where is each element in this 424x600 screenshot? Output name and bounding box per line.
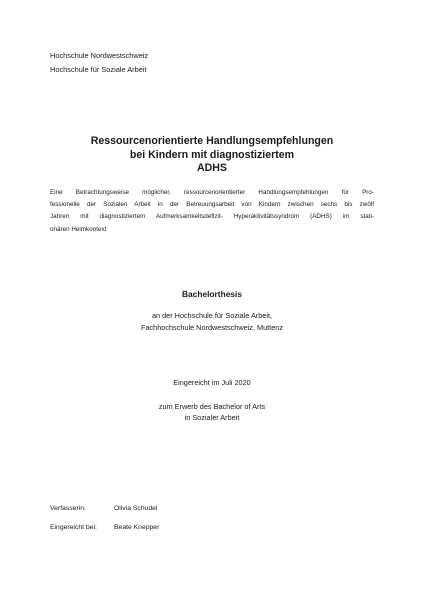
title-line-2: bei Kindern mit diagnostiziertem: [129, 148, 295, 161]
title-line-1: Ressourcenorientierte Handlungsempfehlungen: [90, 135, 334, 147]
thesis-type: Bachelorthesis: [181, 289, 243, 299]
title-line-3: ADHS: [196, 162, 228, 174]
supervisor-label: Eingereicht bei:: [50, 524, 97, 531]
description-line-4: onären Heimkontext: [50, 225, 107, 233]
institution-faculty: Hochschule für Soziale Arbeit: [50, 65, 147, 74]
degree-line-2: in Sozialer Arbeit: [184, 413, 240, 422]
author-name: Olivia Schudel: [114, 505, 158, 512]
author-row: [50, 504, 157, 513]
supervisor-name: Beate Knepper: [114, 524, 160, 531]
thesis-title: [0, 135, 424, 176]
thesis-institution-line-2: Fachhochschule Nordwestschweiz, Muttenz: [141, 323, 283, 332]
description-line-3: Jahren mit diagnostiziertem Aufmerksamkeitsdefizit- Hyperaktivitätssyndrom (ADHS) im stati-: [50, 213, 374, 221]
submission-date: Eingereicht im Juli 2020: [173, 378, 251, 387]
description-line-2: fessionelle der Sozialen Arbeit in der Betreuungsarbeit von Kindern zwischen sechs bis zwölf: [50, 201, 374, 209]
thesis-institution-line-1: an der Hochschule für Soziale Arbeit,: [151, 311, 273, 320]
supervisor-row: [50, 523, 159, 532]
thesis-description: [50, 187, 374, 236]
degree-line-1: zum Erwerb des Bachelor of Arts: [158, 402, 266, 411]
author-label: Verfasserin:: [50, 505, 86, 512]
institution-name: Hochschule Nordwestschweiz: [50, 51, 149, 60]
description-line-1: Eine Betrachtungsweise möglicher, ressourcenorientierter Handlungsempfehlungen für Pro-: [50, 189, 374, 196]
